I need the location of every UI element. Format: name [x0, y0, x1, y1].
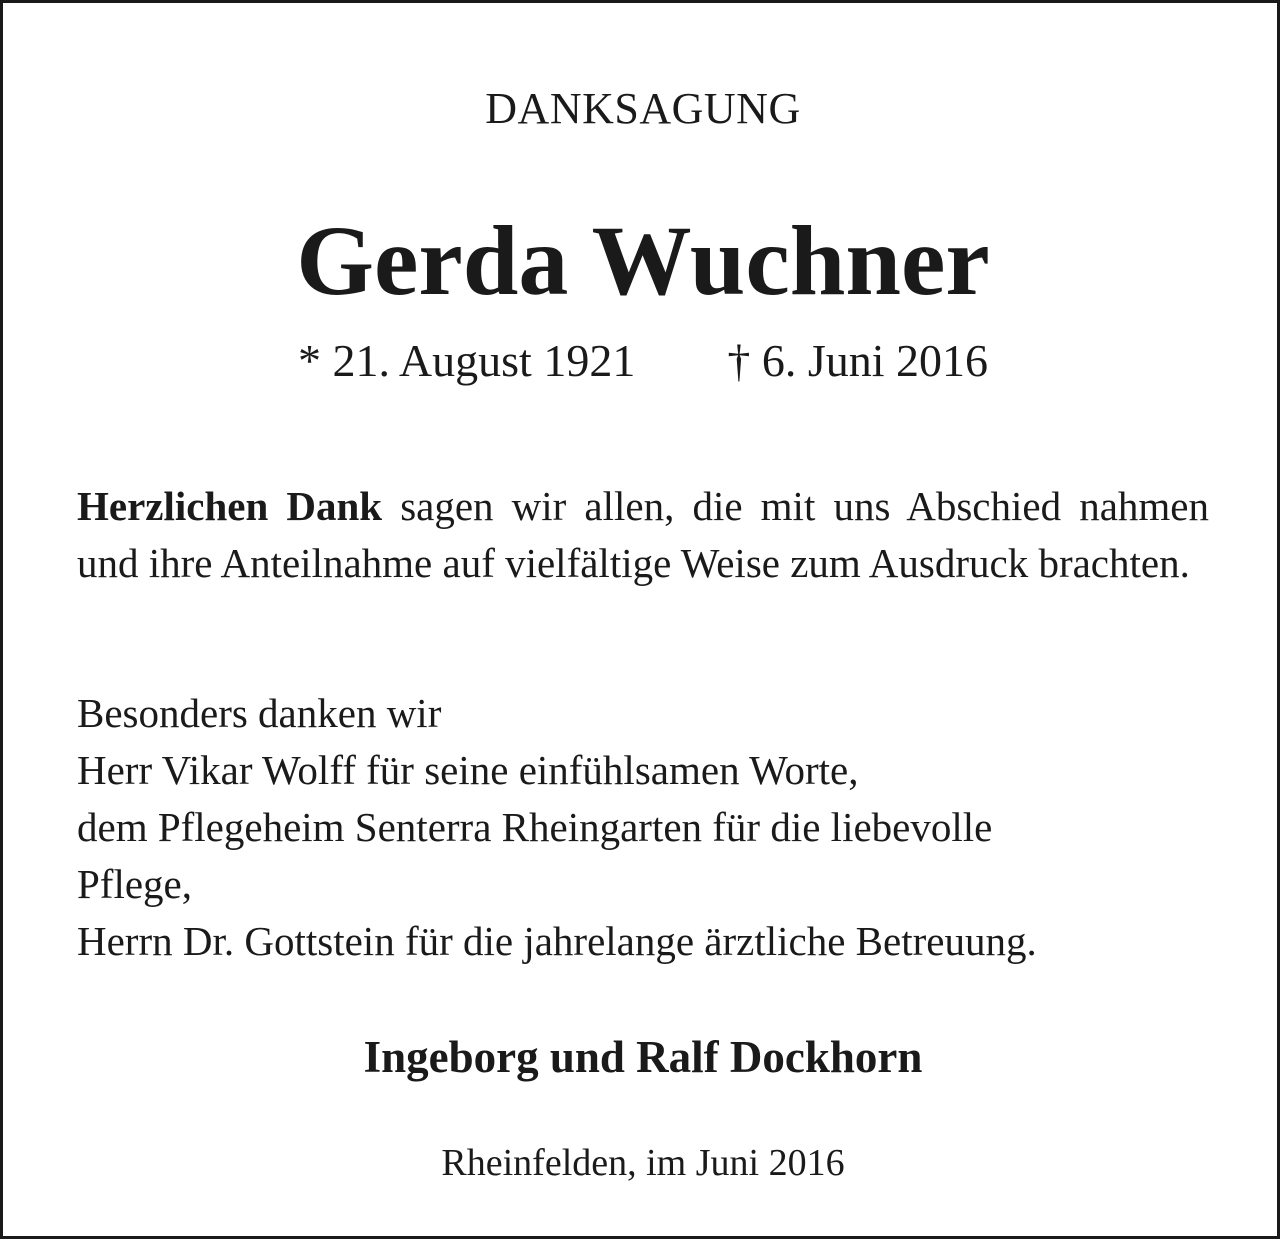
place-and-date: Rheinfelden, im Juni 2016	[441, 1142, 845, 1184]
thanks-lead-text: sagen wir allen, die mit uns Abschied nahmen und ihre Anteilnahme auf vielfältige Weise zum Ausdruck brachten.	[77, 483, 1209, 586]
death-date: † 6. Juni 2016	[727, 335, 989, 386]
special-thanks-line: dem Pflegeheim Senterra Rheingarten für die liebevolle	[77, 804, 993, 850]
special-thanks-line: Herr Vikar Wolff für seine einfühlsamen Worte,	[77, 747, 859, 793]
signature-names: Ingeborg und Ralf Dockhorn	[363, 1032, 923, 1082]
thanks-lead-bold: Herzlichen Dank	[77, 483, 383, 529]
notice-heading: DANKSAGUNG	[485, 84, 801, 133]
birth-date: * 21. August 1921	[297, 335, 636, 386]
special-thanks-line: Herrn Dr. Gottstein für die jahrelange ärztliche Betreuung.	[77, 918, 1037, 964]
special-thanks-line: Pflege,	[77, 861, 192, 907]
thanks-paragraph	[77, 478, 1209, 592]
special-thanks-line: Besonders danken wir	[77, 690, 442, 736]
special-thanks-paragraph	[77, 685, 1209, 970]
deceased-name: Gerda Wuchner	[296, 205, 990, 316]
life-dates	[3, 333, 1280, 389]
